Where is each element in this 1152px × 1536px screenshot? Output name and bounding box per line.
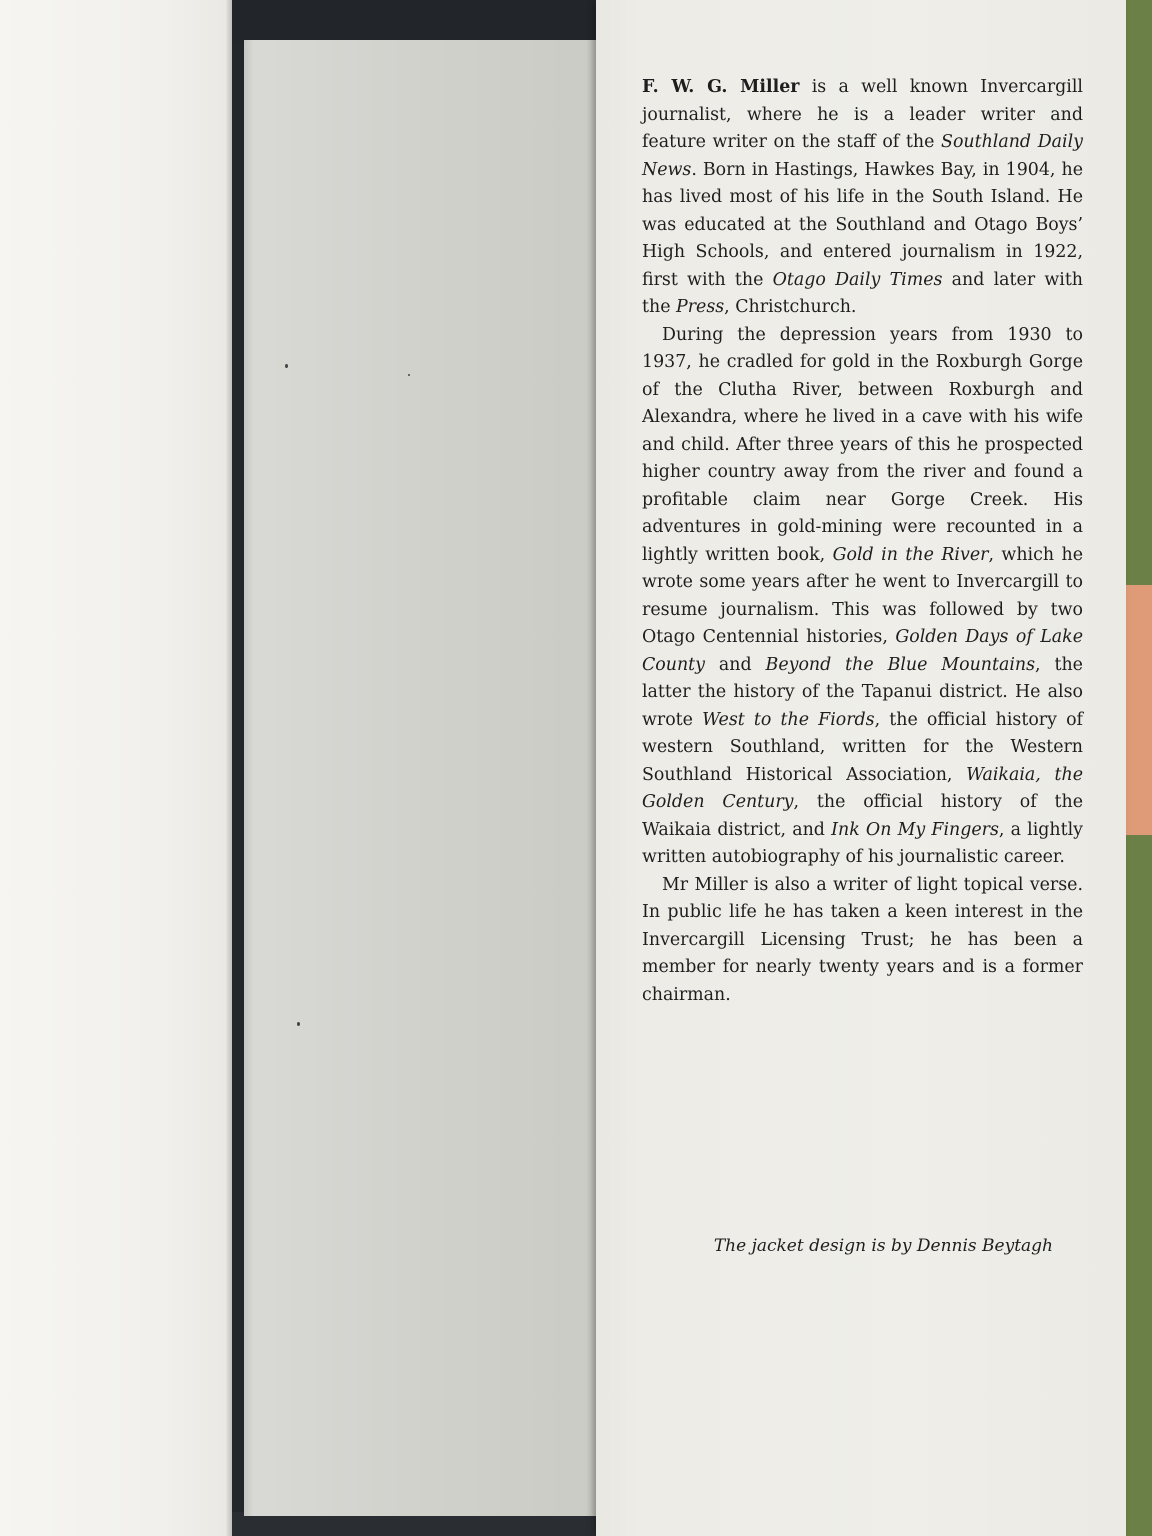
italic-title: Gold in the River [832,544,989,565]
text-run: is a well known Invercargill journalist, where he is a leader writer and feature writer on the staff of the [642,77,1083,152]
italic-title: Southland Daily News [642,132,1083,180]
text-run: and later with the [642,269,1084,317]
text-run: , the official history of the Waikaia district, and [642,792,1083,840]
text-run: Mr Miller is also a writer of light topical verse. In public life he has taken a keen interest in the Invercargill Licensing Trust; he has been a member for nearly twenty years and is a former chairman. [642,874,1083,1005]
text-run: , which he wrote some years after he went to Invercargill to resume journalism. This was followed by two Otago Centennial histories, [642,544,1083,647]
italic-title: Ink On My Fingers [831,819,999,840]
text-run: , Christchurch. [724,297,857,317]
bio-paragraph-3 [642,872,1083,1010]
italic-title: West to the Fiords [702,709,875,730]
italic-title: Press [676,297,725,317]
author-name: F. W. G. Miller [642,77,800,97]
paper-speck [297,1022,300,1026]
italic-title: Otago Daily Times [772,269,943,290]
text-run: , the latter the history of the Tapanui district. He also wrote [642,654,1083,730]
bio-paragraph-2 [642,322,1083,872]
paper-speck [408,374,410,376]
left-endpaper-page [0,0,232,1536]
jacket-design-credit: The jacket design is by Dennis Beytagh [713,1236,1053,1256]
italic-title: Waikaia, the Golden Century [642,764,1083,812]
text-run: , a lightly written autobiography of his journalistic career. [642,819,1083,867]
text-run: During the depression years from 1930 to 1937, he cradled for gold in the Roxburgh Gorge of the Clutha River, between Roxburgh and Alexandra, where he lived in a cave with his wife and child. After three years of this he prospected higher country away from the river and found a profitable claim near Gorge Creek. His adventures in gold-mining were recounted in a lightly written book, [642,324,1083,565]
pastedown-sheet [244,40,600,1516]
jacket-flap [596,0,1126,1536]
text-run: . Born in Hastings, Hawkes Bay, in 1904, he has lived most of his life in the South Island. He was educated at the Southland and Otago Boys’ High Schools, and entered journalism in 1922, first with the [642,159,1083,290]
italic-title: Golden Days of Lake County [642,627,1083,675]
paper-speck [285,364,288,368]
italic-title: Beyond the Blue Mountains [765,654,1036,675]
board-top-edge [232,0,600,44]
author-biography [642,74,1083,1009]
text-run: , the official history of western Southland, written for the Western Southland Historical Association, [642,709,1083,785]
text-run: and [705,654,766,675]
bio-paragraph-1 [642,74,1083,322]
cover-salmon-area [1124,585,1152,835]
